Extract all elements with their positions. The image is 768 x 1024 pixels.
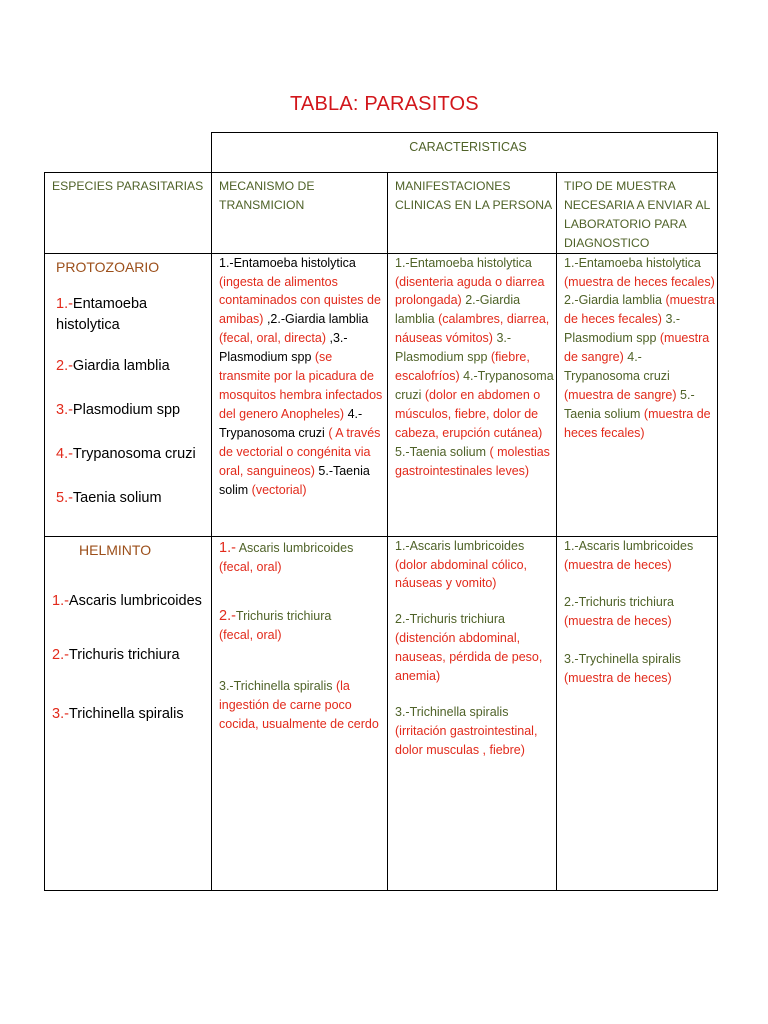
- header-transmission: [212, 173, 388, 254]
- species-item: 4.-Trypanosoma cruzi: [56, 445, 196, 462]
- group-header-caracteristicas: CARACTERISTICAS: [212, 133, 718, 173]
- parasites-table: [44, 132, 718, 891]
- helminto-transmission-cell: [212, 536, 388, 890]
- protozoario-species-cell: [45, 253, 212, 536]
- transmission-item: 1.- Ascaris lumbricoides (fecal, oral): [219, 539, 354, 574]
- protozoario-sample-cell: 1.-Entamoeba histolytica (muestra de heces fecales) 2.-Giardia lamblia (muestra de heces fecales) 3.-Plasmodium spp (muestra de sangre) 4.-Trypanosoma cruzi (muestra de sangre) 5.-Taenia solium (muestra de heces fecales): [557, 253, 718, 536]
- category-protozoario: PROTOZOARIO: [56, 258, 160, 275]
- sample-item: 2.-Trichuris trichiura (muestra de heces): [564, 595, 674, 629]
- manifestation-item: 1.-Ascaris lumbricoides (dolor abdominal cólico, náuseas y vomito): [395, 538, 528, 591]
- sample-item: 1.-Ascaris lumbricoides (muestra de heces): [564, 538, 694, 572]
- header-species-text: ESPECIES PARASITARIAS: [52, 179, 204, 193]
- category-helminto: HELMINTO: [79, 541, 152, 558]
- header-species: [45, 173, 212, 254]
- manifestation-item: 2.-Trichuris trichiura (distención abdominal, nauseas, pérdida de peso, anemia): [395, 612, 543, 684]
- species-item: 3.-Plasmodium spp: [56, 401, 181, 418]
- document-title: TABLA: PARASITOS: [290, 93, 479, 115]
- manifestation-item: 3.-Trichinella spiralis (irritación gastrointestinal, dolor musculas , fiebre): [395, 704, 538, 757]
- species-item: 2.-Trichuris trichiura: [52, 646, 180, 663]
- header-manifestations: [388, 173, 557, 254]
- helminto-manifestations-cell: [388, 536, 557, 890]
- species-item: 5.-Taenia solium: [56, 489, 162, 506]
- protozoario-transmission-cell: 1.-Entamoeba histolytica (ingesta de alimentos contaminados con quistes de amibas) ,2.-Giardia lamblia (fecal, oral, directa) ,3.-Plasmodium spp (se transmite por la picadura de mosquitos hembra infectados del genero Anopheles) 4.-Trypanosoma cruzi ( A través de vectorial o congénita via oral, sanguineos) 5.-Taenia solim (vectorial): [212, 253, 388, 536]
- header-manifestations-text: MANIFESTACIONES CLINICAS EN LA PERSONA: [395, 179, 553, 212]
- species-item: 1.-Entamoeba histolytica: [56, 295, 148, 333]
- species-item: 1.-Ascaris lumbricoides: [52, 592, 202, 609]
- header-sample: [557, 173, 718, 254]
- empty-corner-cell: [45, 133, 212, 173]
- transmission-item: 2.-Trichuris trichiura (fecal, oral): [219, 608, 332, 643]
- protozoario-manifestations-cell: 1.-Entamoeba histolytica (disenteria aguda o diarrea prolongada) 2.-Giardia lamblia (calambres, diarrea, náuseas vómitos) 3.-Plasmodium spp (fiebre, escalofríos) 4.-Trypanosoma cruzi (dolor en abdomen o músculos, fiebre, dolor de cabeza, erupción cutánea) 5.-Taenia solium ( molestias gastrointestinales leves): [388, 253, 557, 536]
- helminto-sample-cell: [557, 536, 718, 890]
- sample-item: 3.-Trychinella spiralis (muestra de heces): [564, 652, 681, 686]
- species-item: 2.-Giardia lamblia: [56, 357, 170, 374]
- header-transmission-text: MECANISMO DE TRANSMICION: [219, 179, 315, 212]
- helminto-species-cell: [45, 536, 212, 890]
- species-item: 3.-Trichinella spiralis: [52, 705, 184, 722]
- header-sample-text: TIPO DE MUESTRA NECESARIA A ENVIAR AL LABORATORIO PARA DIAGNOSTICO: [564, 179, 710, 250]
- transmission-item: 3.-Trichinella spiralis (la ingestión de carne poco cocida, usualmente de cerdo: [219, 679, 379, 732]
